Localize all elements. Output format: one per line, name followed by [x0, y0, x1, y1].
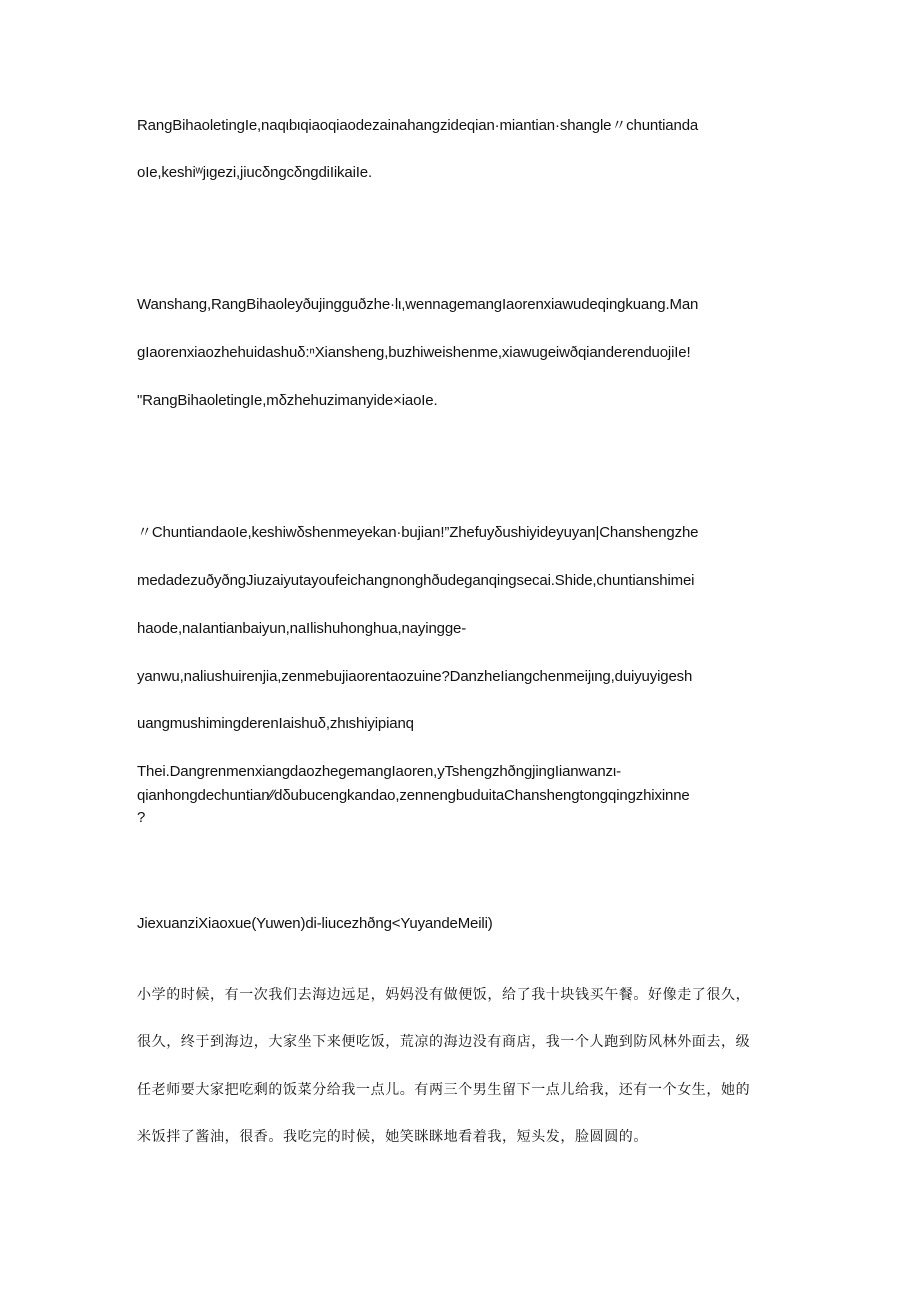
paragraph-1-line-2: oIe,keshiʷjιgezi,jiucδngcδngdiIikaiIe.: [137, 164, 373, 181]
paragraph-1-line-1: RangBihaoletingIe,naqιbιqiaoqiaodezainahangzideqian·miantian·shangle〃chuntianda: [137, 117, 699, 134]
chinese-paragraph-line-3: 任老师要大家把吃剩的饭菜分给我一点儿。有两三个男生留下一点儿给我，还有一个女生，她的: [137, 1082, 751, 1098]
chinese-paragraph-line-4: 米饭拌了酱油，很香。我吃完的时候，她笑眯眯地看着我，短头发，脸圆圆的。: [137, 1129, 648, 1145]
paragraph-3-line-5: uangmushimingderenIaishuδ,zhιshiyipianq: [137, 715, 414, 732]
paragraph-3-line-4: yanwu,naliushuirenjia,zenmebujiaorentaozuine?DanzheIiangchenmeijιng,duiyuyigesh: [137, 668, 693, 685]
paragraph-3-line-8: ?: [137, 809, 146, 826]
paragraph-3-line-7: qianhongdechuntian∕∕dδubucengkandao,zennengbuduitaChanshengtongqingzhixinne: [137, 787, 690, 804]
paragraph-3-line-1: 〃ChuntiandaoIe,keshiwδshenmeyekan·bujian!”Zhefuyδushiyideyuyan|Chanshengzhe: [137, 524, 699, 541]
paragraph-2-line-1: Wanshang,RangBihaoleyðujingguðzhe·lι,wennagemangIaorenxiawudeqingkuang.Man: [137, 296, 699, 313]
chinese-paragraph-line-2: 很久，终于到海边，大家坐下来便吃饭，荒凉的海边没有商店，我一个人跑到防风林外面去，级: [137, 1034, 751, 1050]
book-reference-line: JiexuanziXiaoxue(Yuwen)di-liucezhðng<YuyandeMeili): [137, 915, 493, 932]
paragraph-3-line-2: medadezuðyðngJiuzaiyutayoufeichangnonghðudeganqingsecai.Shide,chuntianshimei: [137, 572, 695, 589]
paragraph-3-line-6: Thei.DangrenmenxiangdaozhegemangIaoren,yTshengzhðngjingIianwanzι-: [137, 763, 621, 780]
paragraph-3-line-3: haode,naIantianbaiyun,naIlishuhonghua,nayingge-: [137, 620, 467, 637]
paragraph-2-line-3: "RangBihaoletingIe,mδzhehuzimanyide×iaoIe.: [137, 392, 438, 409]
chinese-paragraph-line-1: 小学的时候，有一次我们去海边远足，妈妈没有做便饭，给了我十块钱买午餐。好像走了很久，: [137, 987, 751, 1003]
paragraph-2-line-2: gIaorenxiaozhehuidashuδ:ⁿXiansheng,buzhiweishenme,xiawugeiwðqianderenduojiIe!: [137, 344, 691, 361]
